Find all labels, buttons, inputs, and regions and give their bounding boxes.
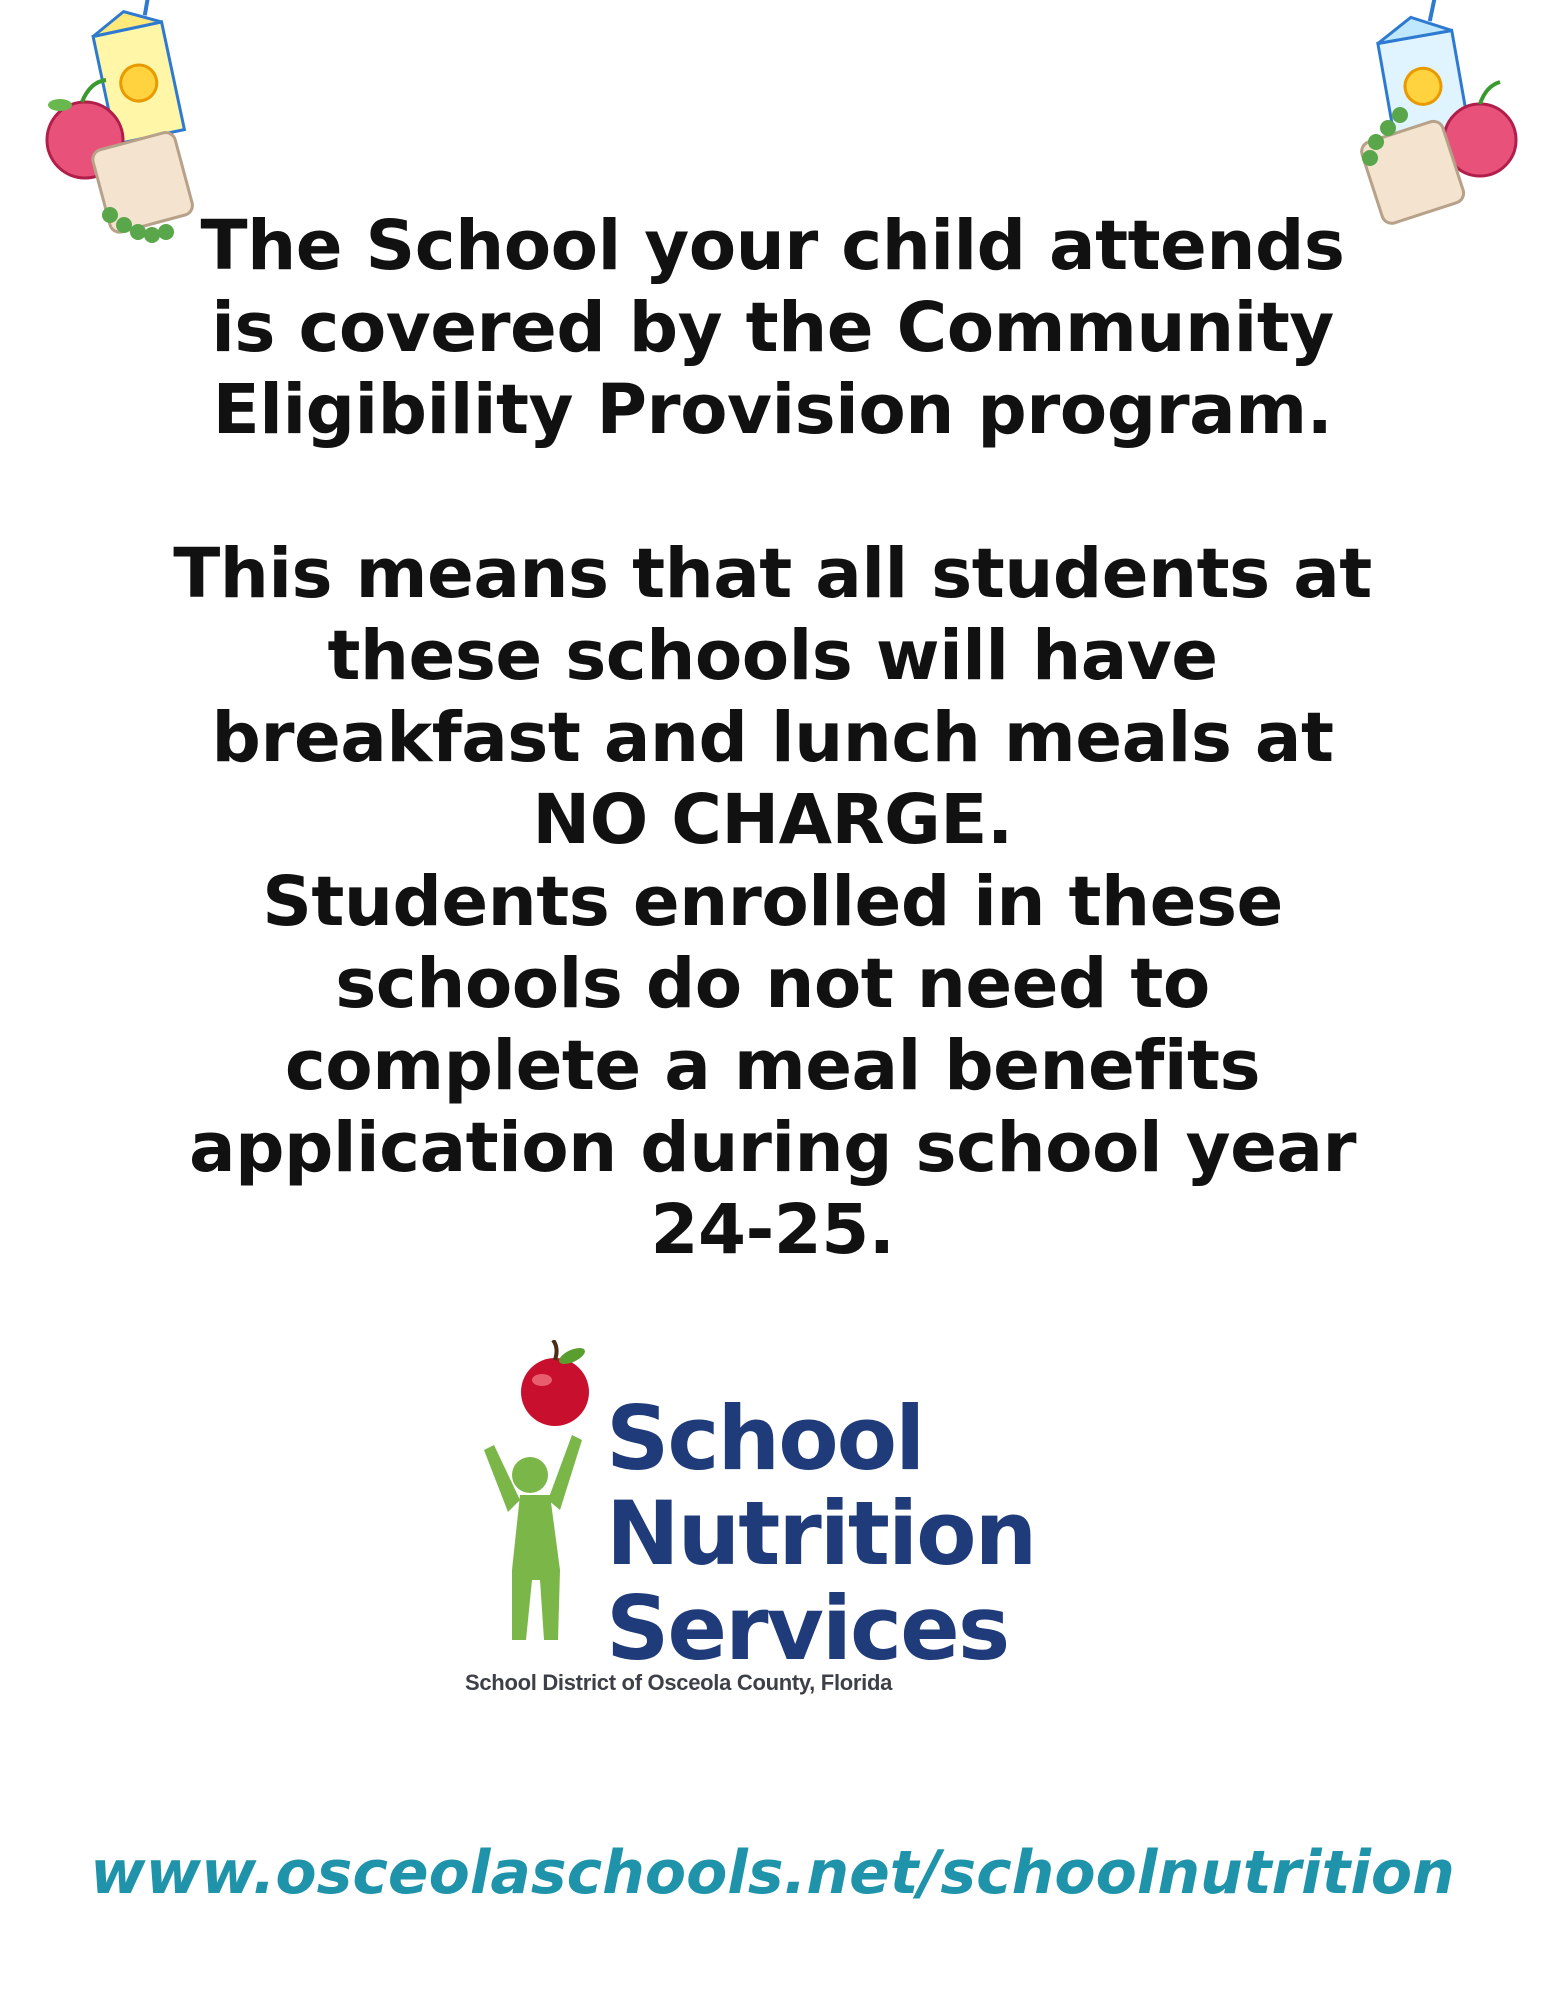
school-nutrition-services-logo [440, 1340, 1060, 1720]
notice-paragraph-no-charge: This means that all students at these schools will have breakfast and lunch meals at NO CHARGE. [173, 534, 1372, 860]
notice-paragraph-cep: The School your child attends is covered by the Community Eligibility Provision program. [200, 206, 1345, 450]
notice-paragraph-no-application: Students enrolled in these schools do not need to complete a meal benefits application during school year 24-25. [189, 862, 1356, 1270]
logo-tagline: School District of Osceola County, Florida [465, 1670, 893, 1695]
website-link[interactable]: www.osceolaschools.net/schoolnutrition [90, 1838, 1455, 1908]
logo-word-services: Services [606, 1577, 1009, 1680]
notice-text [160, 205, 1385, 1271]
logo-word-school: School [606, 1387, 924, 1490]
logo-word-nutrition: Nutrition [606, 1482, 1036, 1585]
child-with-apple-icon [460, 1340, 620, 1660]
